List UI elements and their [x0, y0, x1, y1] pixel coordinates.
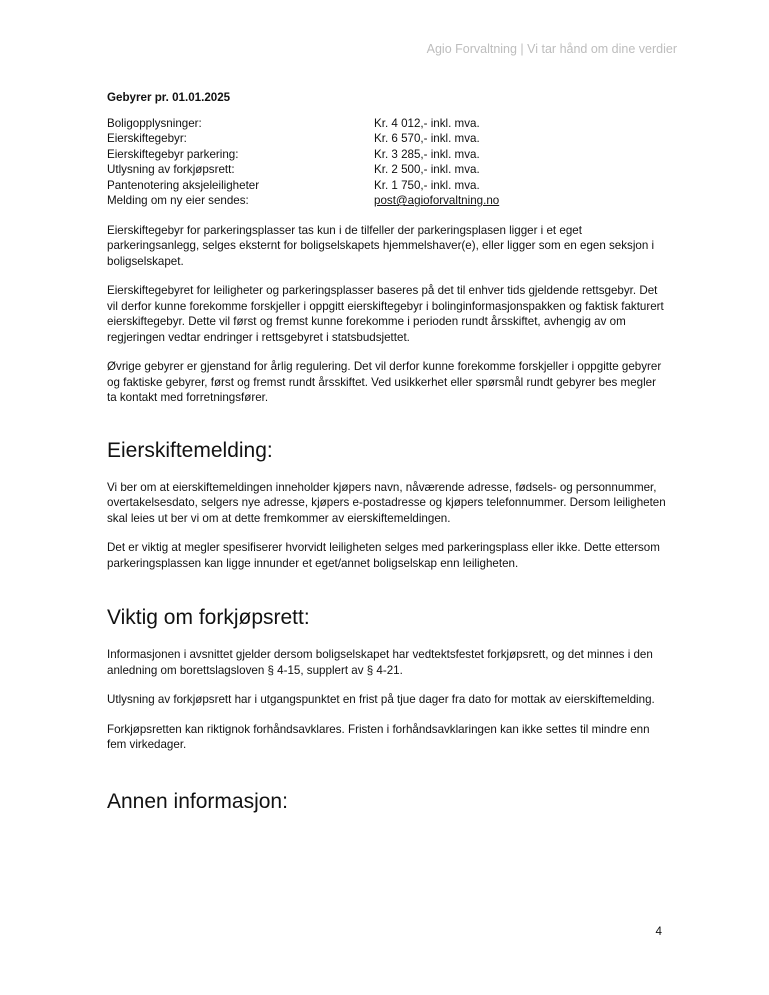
header-tagline: Agio Forvaltning | Vi tar hånd om dine verdier: [426, 42, 677, 56]
forkjopsrett-paragraph: Utlysning av forkjøpsrett har i utgangspunktet en frist på tjue dager fra dato for mottak av eierskiftemelding.: [107, 693, 655, 706]
fee-row: [107, 162, 667, 178]
fee-label: Pantenotering aksjeleiligheter: [107, 178, 260, 192]
page-number: 4: [655, 925, 662, 938]
section-heading-forkjopsrett: Viktig om forkjøpsrett:: [107, 606, 310, 629]
fee-row-email: [107, 193, 667, 209]
fees-title: Gebyrer pr. 01.01.2025: [107, 91, 231, 104]
eierskiftemelding-paragraph: Vi ber om at eierskiftemeldingen inneholder kjøpers navn, nåværende adresse, fødsels- og personnummer, overtakelsesdato, selgers nye adresse, kjøpers e-postadresse og kjøpers telefonnummer. Dersom leiligheten skal leies ut ber vi om at dette fremkommer av eierskiftemeldingen.: [107, 480, 666, 525]
email-label: Melding om ny eier sendes:: [107, 194, 249, 207]
fee-value: Kr. 6 570,- inkl. mva.: [374, 132, 480, 145]
fee-label: Eierskiftegebyr parkering:: [107, 147, 239, 161]
page-content: [107, 90, 667, 831]
fee-row: [107, 178, 667, 194]
fee-row: [107, 131, 667, 147]
forkjopsrett-paragraph: Forkjøpsretten kan riktignok forhåndsavklares. Fristen i forhåndsavklaringen kan ikke settes til mindre enn fem virkedager.: [107, 722, 650, 751]
fee-label: Eierskiftegebyr:: [107, 132, 187, 145]
fee-value: Kr. 4 012,- inkl. mva.: [374, 116, 480, 130]
fee-value: Kr. 3 285,- inkl. mva.: [374, 147, 480, 161]
forkjopsrett-paragraph: Informasjonen i avsnittet gjelder dersom boligselskapet har vedtektsfestet forkjøpsrett, og det minnes i den anledning om borettslagsloven § 4-15, supplert av § 4-21.: [107, 648, 653, 677]
section-heading-eierskiftemelding: Eierskiftemelding:: [107, 438, 273, 462]
email-link[interactable]: post@agioforvaltning.no: [374, 194, 500, 207]
fees-paragraph: Eierskiftegebyr for parkeringsplasser tas kun i de tilfeller der parkeringsplasen ligger i et eget parkeringsanlegg, selges eksternt for boligselskapets hjemmelshaver(e), eller ligger som en egen seksjon i boligselskapet.: [107, 223, 655, 268]
fee-row: [107, 116, 667, 132]
fee-value: Kr. 2 500,- inkl. mva.: [374, 163, 480, 176]
fee-label: Utlysning av forkjøpsrett:: [107, 163, 235, 176]
fees-table: [107, 116, 667, 209]
eierskiftemelding-paragraph: Det er viktig at megler spesifiserer hvorvidt leiligheten selges med parkeringsplass eller ikke. Dette ettersom parkeringsplassen kan ligge innunder et eget/annet boligselskap enn leiligheten.: [107, 541, 660, 570]
fee-label: Boligopplysninger:: [107, 116, 202, 130]
section-heading-annen-informasjon: Annen informasjon:: [107, 789, 288, 813]
fees-paragraph: Eierskiftegebyret for leiligheter og parkeringsplasser baseres på det til enhver tids gjeldende rettsgebyr. Det vil derfor kunne forekomme forskjeller i oppgitt eierskiftegebyr i bolinginformasjonspakken og faktisk fakturert eierskiftegebyr. Dette vil først og fremst kunne forekomme i perioden rundt årsskiftet, avhengig av om regjeringen vedtar endringer i rettsgebyret i statsbudsjettet.: [107, 284, 664, 344]
fee-row: [107, 147, 667, 163]
fees-paragraph: Øvrige gebyrer er gjenstand for årlig regulering. Det vil derfor kunne forekomme forskjeller i oppgitte gebyrer og faktiske gebyrer, først og fremst rundt årsskiftet. Ved usikkerhet eller spørsmål rundt gebyrer bes megler ta kontakt med forretningsfører.: [107, 360, 662, 404]
fee-value: Kr. 1 750,- inkl. mva.: [374, 178, 480, 192]
